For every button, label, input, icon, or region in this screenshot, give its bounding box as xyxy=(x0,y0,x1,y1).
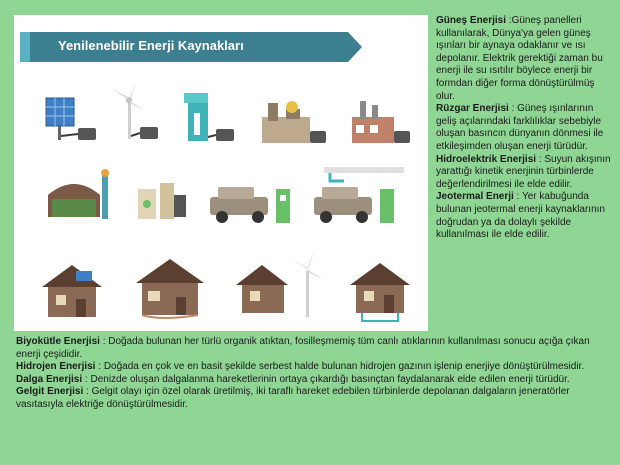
definition: Yer kabuğunda bulunan jeotermal enerji kaynaklarının doğrudan ya da dolaylı şekilde kullanılması ile elde edilir. xyxy=(436,191,605,241)
definition: Suyun akışının yarattığı kinetik enerjinin türbinlerde değerlendirilmesi ile elde edilir. xyxy=(436,153,611,190)
term: Biyokütle Enerjisi xyxy=(16,336,100,347)
biofuel-icon xyxy=(134,173,194,225)
nuclear-plant-icon xyxy=(258,89,330,145)
infographic xyxy=(14,15,428,331)
term: Hidrojen Enerjisi xyxy=(16,361,96,373)
biomass-energy-paragraph xyxy=(16,336,612,361)
separator: : xyxy=(82,373,91,385)
term: Güneş Enerjisi xyxy=(436,15,507,26)
factory-icon xyxy=(348,95,412,145)
separator: : xyxy=(99,336,109,347)
solar-panel-icon xyxy=(42,90,102,145)
definition: Doğada en çok ve en basit şekilde serbest halde bulunan hidrojen gazının işlenip enerjiye dönüştürülmesidir. xyxy=(103,361,585,373)
separator: : xyxy=(513,191,522,203)
hydroelectric-energy-paragraph xyxy=(436,154,614,192)
separator: : xyxy=(508,103,518,115)
geothermal-house-icon xyxy=(344,259,424,325)
term: Hidroelektrik Enerjisi xyxy=(436,153,537,165)
separator: : xyxy=(83,386,92,398)
definition: Doğada bulunan her türlü organik atıktan, fosilleşmemiş tüm canlı atıklarının kullanılması sonucu açığa çıkan enerji çeşididir. xyxy=(16,336,590,360)
geothermal-energy-paragraph xyxy=(436,191,614,241)
separator: : xyxy=(536,153,545,165)
hydroelectric-icon xyxy=(180,85,242,145)
solar-house-icon xyxy=(36,259,112,323)
term: Dalga Enerjisi xyxy=(16,373,83,385)
hydrogen-car-icon xyxy=(310,163,410,227)
term: Rüzgar Enerjisi xyxy=(436,103,509,115)
wood-house-icon xyxy=(132,253,218,325)
right-text-column xyxy=(436,15,614,242)
term: Gelgit Enerjisi xyxy=(16,386,84,398)
electric-car-icon xyxy=(202,175,302,227)
wind-turbine-icon xyxy=(106,81,166,145)
biogas-icon xyxy=(40,165,116,225)
solar-energy-paragraph xyxy=(436,15,614,103)
definition: Denizde oluşan dalgalanma hareketlerinin ortaya çıkardığı basınçtan faydalanarak elde edilen enerji türüdür. xyxy=(90,373,570,385)
definition: Güneş panelleri kullanılarak, Dünya'ya gelen güneş ışınları bir aynaya odaklanır ve ısı depolanır. Elektrik gerektiği zaman bu enerji ile su ısıtılır böylece enerji bir formdan diğer forma dönüştürülmüş olur. xyxy=(436,15,603,102)
bottom-text-section xyxy=(16,336,612,412)
separator: : xyxy=(95,361,104,373)
tidal-energy-paragraph xyxy=(16,386,612,411)
wind-house-icon xyxy=(232,251,328,325)
definition: Güneş ışınlarının geliş açılarındaki farklılıklar sebebiyle oluşan basıncın dünyanın dönmesi ile etkileşimden oluşan enerji türüdür. xyxy=(436,103,604,152)
infographic-title: Yenilenebilir Enerji Kaynakları xyxy=(58,38,244,53)
hydrogen-energy-paragraph xyxy=(16,361,612,374)
title-banner xyxy=(20,32,348,62)
wave-energy-paragraph xyxy=(16,374,612,387)
wind-energy-paragraph xyxy=(436,103,614,153)
separator: : xyxy=(506,15,512,26)
term: Jeotermal Enerji xyxy=(436,191,514,203)
definition: Gelgit olayı için özel olarak üretilmiş, iki taraflı hareket edebilen türbinlerde depolanan dalgaların jeneratörler vasıtasıyla elektriğe dönüştürülmesidir. xyxy=(16,386,570,410)
